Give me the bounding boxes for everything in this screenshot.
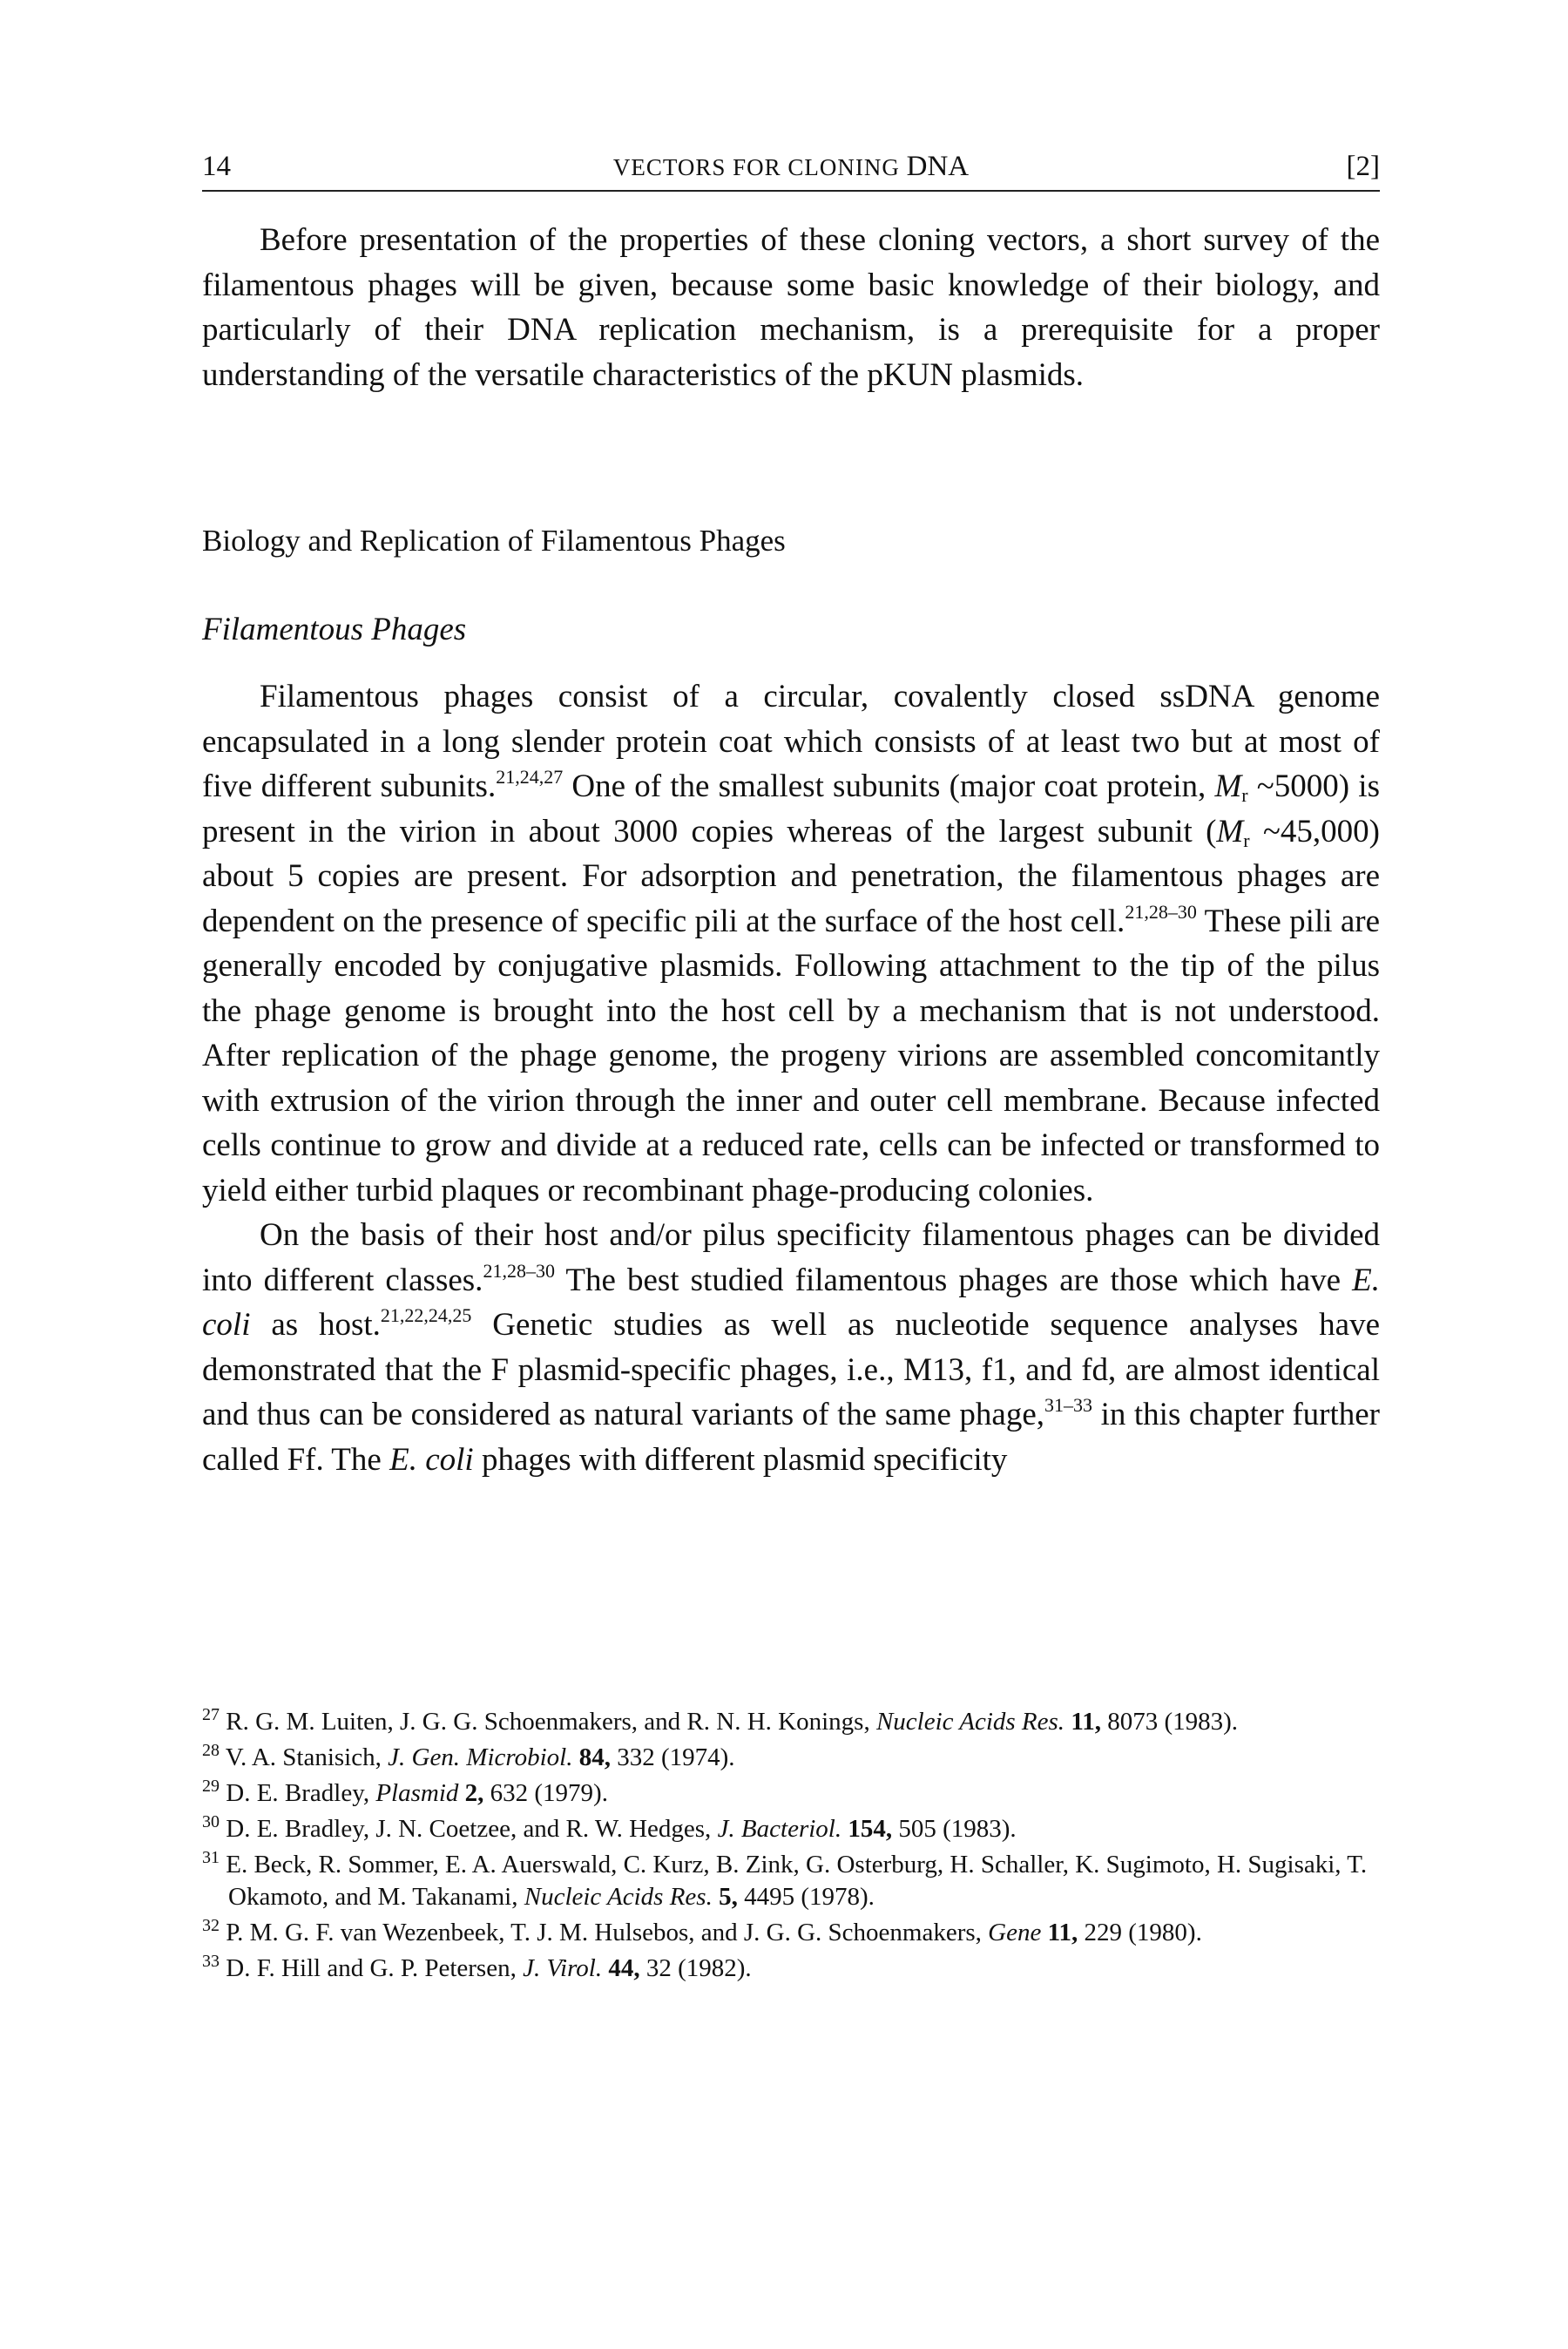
text-run: Genetic studies as well as nucleotide sequence analyses have demonstrated that the F plasmid-specific phages, i.e., M13, f1, and fd, are almost identical and thus can be considered as natural variants of the same phage, bbox=[202, 1307, 1381, 1432]
text-run: These pili are generally encoded by conjugative plasmids. Following attachment to the tip of the pilus the phage genome is brought into the host cell by a mechanism that is not understood. After replication of the phage genome, the progeny virions are assembled concomitantly with extrusion of the virion through the inner and outer cell membrane. Because infected cells continue to grow and divide at a reduced rate, cells can be infected or transformed to yield either turbid plaques or recombinant phage-producing colonies. bbox=[202, 903, 1381, 1208]
footnote-volume: 2, bbox=[464, 1779, 484, 1807]
footnote bbox=[202, 1777, 1380, 1810]
footnote-pages: 632 (1979). bbox=[483, 1779, 608, 1807]
text-run: One of the smallest subunits (major coat protein, bbox=[563, 768, 1215, 804]
footnote-authors: E. Beck, R. Sommer, E. A. Auerswald, C. Kurz, B. Zink, G. Osterburg, H. Schaller, K. Sugimoto, H. Sugisaki, T. Okamoto, and M. Takanami, bbox=[226, 1851, 1368, 1911]
footnote-volume: 44, bbox=[608, 1954, 640, 1982]
running-title bbox=[202, 146, 1380, 187]
footnote-number: 29 bbox=[202, 1777, 220, 1796]
text-run: as host. bbox=[250, 1307, 381, 1343]
text-run: ~45,000) about 5 copies are present. For adsorption and penetration, the filamentous phages are dependent on the presence of specific pili at the surface of the host cell. bbox=[202, 813, 1380, 939]
footnote-pages: 229 (1980). bbox=[1078, 1919, 1202, 1946]
footnote-authors: R. G. M. Luiten, J. G. G. Schoenmakers, and R. N. H. Konings, bbox=[226, 1708, 876, 1736]
mr-symbol: M bbox=[1214, 768, 1242, 804]
footnote-authors: V. A. Stanisich, bbox=[225, 1743, 389, 1771]
citation-ref: 31–33 bbox=[1044, 1394, 1093, 1416]
citation-ref: 21,28–30 bbox=[483, 1259, 555, 1282]
citation-ref: 21,22,24,25 bbox=[380, 1304, 472, 1326]
footnote-authors: D. E. Bradley, bbox=[226, 1779, 376, 1807]
footnote-pages: 332 (1974). bbox=[610, 1743, 735, 1771]
footnote-authors: D. F. Hill and G. P. Petersen, bbox=[226, 1954, 524, 1982]
running-header bbox=[202, 146, 1380, 186]
species-name: E. coli bbox=[202, 1262, 1380, 1343]
footnote-volume: 11, bbox=[1071, 1708, 1101, 1736]
footnote-number: 32 bbox=[202, 1916, 220, 1935]
text-run: phages with different plasmid specificity bbox=[473, 1441, 1008, 1478]
footnote-journal: Nucleic Acids Res. bbox=[524, 1883, 713, 1911]
mr-symbol: M bbox=[1216, 813, 1244, 850]
header-rule bbox=[202, 190, 1380, 192]
species-name: E. coli bbox=[389, 1441, 474, 1478]
footnote-volume: 11, bbox=[1047, 1919, 1078, 1946]
intro-paragraph: Before presentation of the properties of these cloning vectors, a short survey of the filamentous phages will be given, because some basic knowledge of their biology, and particularly of their DNA replication mechanism, is a prerequisite for a proper understanding of the versatile characteristics of the pKUN plasmids. bbox=[202, 222, 1380, 393]
footnote bbox=[202, 1742, 1380, 1774]
footnote-pages: 505 (1983). bbox=[892, 1815, 1017, 1843]
text-run: Filamentous phages consist of a circular, covalently closed ssDNA genome encapsulated in a long slender protein coat which consists of at least two but at most of five different subunits. bbox=[202, 679, 1380, 804]
footnote-number: 33 bbox=[202, 1952, 220, 1971]
mr-subscript: r bbox=[1243, 829, 1250, 851]
text-run: ~5000) is present in the virion in about 3000 copies whereas of the largest subunit ( bbox=[202, 768, 1380, 850]
section-heading: Biology and Replication of Filamentous Phages bbox=[202, 524, 786, 558]
subsection-heading: Filamentous Phages bbox=[202, 612, 467, 647]
footnote-pages: 32 (1982). bbox=[639, 1954, 752, 1982]
paragraph-filamentous-phages bbox=[202, 674, 1380, 1213]
footnote bbox=[202, 1849, 1380, 1913]
footnote-number: 28 bbox=[202, 1741, 220, 1760]
mr-subscript: r bbox=[1241, 784, 1248, 806]
footnote-journal: J. Bacteriol. bbox=[717, 1815, 842, 1843]
footnote-journal: Gene bbox=[988, 1919, 1042, 1946]
text-run: in this chapter further called Ff. The bbox=[202, 1397, 1380, 1478]
intro-section bbox=[202, 218, 1380, 397]
citation-ref: 21,28–30 bbox=[1125, 900, 1197, 923]
footnote-volume: 154, bbox=[848, 1815, 893, 1843]
footnote-volume: 84, bbox=[578, 1743, 611, 1771]
footnote-pages: 4495 (1978). bbox=[737, 1883, 875, 1911]
section-number: [2] bbox=[1346, 151, 1380, 182]
footnote bbox=[202, 1813, 1380, 1845]
footnote-journal: J. Virol. bbox=[523, 1954, 603, 1982]
footnote-journal: Plasmid bbox=[375, 1779, 459, 1807]
footnote bbox=[202, 1953, 1380, 1985]
footnote-journal: J. Gen. Microbiol. bbox=[388, 1743, 573, 1771]
footnote-number: 30 bbox=[202, 1812, 220, 1831]
footnote-journal: Nucleic Acids Res. bbox=[875, 1708, 1065, 1736]
footnote-authors: P. M. G. F. van Wezenbeek, T. J. M. Hulsebos, and J. G. G. Schoenmakers, bbox=[226, 1919, 989, 1946]
running-title-text: VECTORS FOR CLONING bbox=[612, 154, 900, 180]
footnote bbox=[202, 1706, 1380, 1738]
main-text bbox=[202, 674, 1380, 1482]
paragraph-classes bbox=[202, 1213, 1380, 1482]
footnote-volume: 5, bbox=[719, 1883, 738, 1911]
text-run: The best studied filamentous phages are those which have bbox=[554, 1262, 1353, 1298]
footnote bbox=[202, 1917, 1380, 1949]
text-run: On the basis of their host and/or pilus specificity filamentous phages can be divided into different classes. bbox=[202, 1217, 1380, 1298]
running-title-dna: DNA bbox=[906, 151, 970, 182]
page-number: 14 bbox=[202, 151, 231, 182]
footnote-authors: D. E. Bradley, J. N. Coetzee, and R. W. Hedges, bbox=[226, 1815, 718, 1843]
footnote-number: 27 bbox=[202, 1705, 220, 1724]
footnote-number: 31 bbox=[202, 1848, 220, 1867]
footnote-pages: 8073 (1983). bbox=[1100, 1708, 1239, 1736]
citation-ref: 21,24,27 bbox=[496, 766, 564, 788]
footnotes bbox=[202, 1706, 1380, 1988]
